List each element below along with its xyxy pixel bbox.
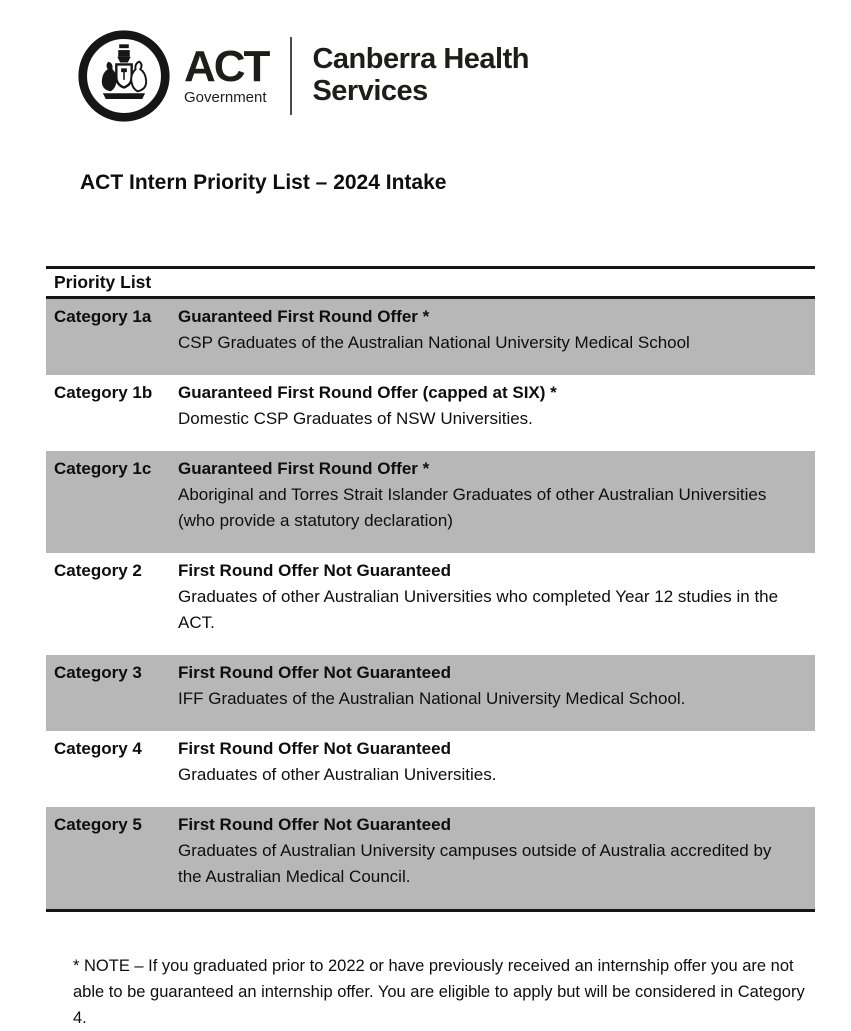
offer-description: Graduates of other Australian Universities who completed Year 12 studies in the ACT. <box>178 587 779 632</box>
org-name-line1: Canberra Health <box>312 43 529 76</box>
category-label: Category 1b <box>54 383 153 402</box>
category-content <box>178 380 798 432</box>
org-name-line2: Services <box>312 75 428 107</box>
category-content <box>178 558 798 636</box>
category-label: Category 1c <box>54 459 152 478</box>
table-row <box>46 807 815 909</box>
government-text: Government <box>184 88 267 106</box>
offer-description: IFF Graduates of the Australian National University Medical School. <box>178 689 686 708</box>
category-label: Category 1a <box>54 307 152 326</box>
footnote: * NOTE – If you graduated prior to 2022 or have previously received an internship offer you are not able to be guaranteed an internship offer. You are eligible to apply but will be considered in Category 4. <box>73 956 805 1027</box>
priority-table-header: Priority List <box>46 269 815 299</box>
category-label: Category 3 <box>54 663 142 682</box>
category-label: Category 4 <box>54 739 142 758</box>
table-row <box>46 375 815 451</box>
table-row <box>46 731 815 807</box>
act-government-wordmark <box>184 42 269 106</box>
priority-table-body <box>46 299 815 909</box>
category-content <box>178 304 798 356</box>
offer-title: First Round Offer Not Guaranteed <box>178 815 451 834</box>
page-title: ACT Intern Priority List – 2024 Intake <box>80 171 447 194</box>
offer-title: Guaranteed First Round Offer * <box>178 307 430 326</box>
table-row <box>46 553 815 655</box>
priority-table <box>46 266 815 912</box>
offer-title: First Round Offer Not Guaranteed <box>178 739 451 758</box>
offer-description: CSP Graduates of the Australian National University Medical School <box>178 333 690 352</box>
org-wordmark <box>312 44 529 108</box>
category-content <box>178 660 798 712</box>
offer-description: Graduates of Australian University campuses outside of Australia accredited by the Australian Medical Council. <box>178 841 772 886</box>
offer-description: Domestic CSP Graduates of NSW Universities. <box>178 409 533 428</box>
category-label: Category 2 <box>54 561 142 580</box>
letterhead <box>76 28 529 124</box>
logo-divider <box>290 37 292 115</box>
offer-title: Guaranteed First Round Offer * <box>178 459 430 478</box>
category-label: Category 5 <box>54 815 142 834</box>
offer-description: Aboriginal and Torres Strait Islander Graduates of other Australian Universities (who provide a statutory declaration) <box>178 485 767 530</box>
category-content <box>178 812 798 890</box>
offer-description: Graduates of other Australian Universities. <box>178 765 497 784</box>
table-row <box>46 451 815 553</box>
offer-title: Guaranteed First Round Offer (capped at SIX) * <box>178 383 557 402</box>
table-row <box>46 655 815 731</box>
category-content <box>178 456 798 534</box>
category-content <box>178 736 798 788</box>
offer-title: First Round Offer Not Guaranteed <box>178 561 451 580</box>
offer-title: First Round Offer Not Guaranteed <box>178 663 451 682</box>
act-text: ACT <box>184 42 269 92</box>
act-coat-of-arms-icon <box>76 28 172 124</box>
table-row <box>46 299 815 375</box>
